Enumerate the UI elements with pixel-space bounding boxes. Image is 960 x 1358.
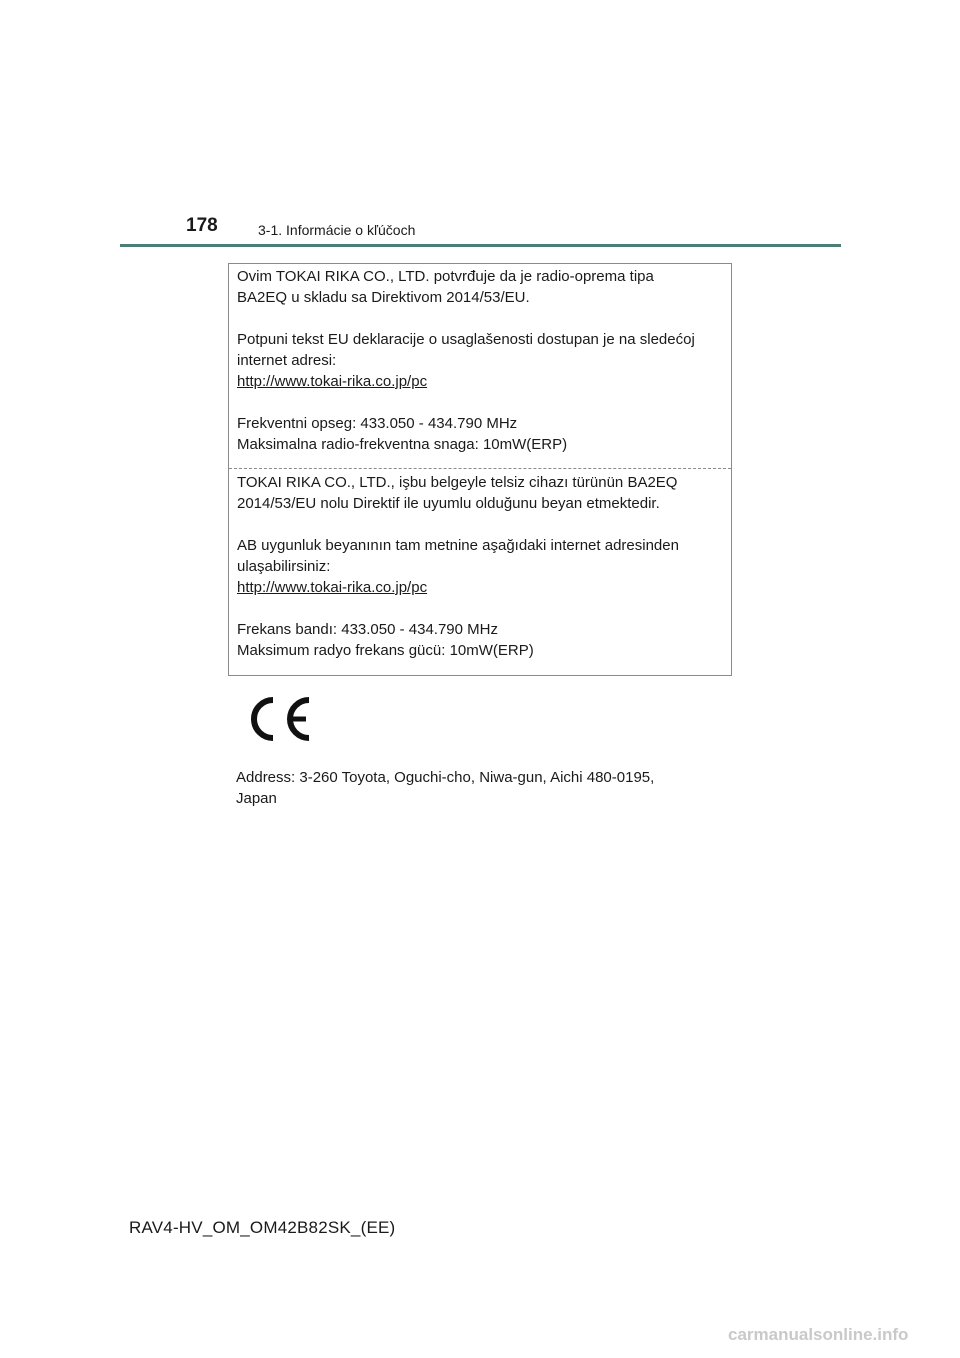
serbian-line-1: Ovim TOKAI RIKA CO., LTD. potvrđuje da je radio-oprema tipa <box>237 268 654 285</box>
watermark: carmanualsonline.info <box>728 1325 909 1344</box>
section-divider <box>229 468 731 469</box>
turkish-link[interactable]: http://www.tokai-rika.co.jp/pc <box>237 579 428 596</box>
serbian-line-2: BA2EQ u skladu sa Direktivom 2014/53/EU. <box>237 289 530 306</box>
serbian-line-5: Frekventni opseg: 433.050 - 434.790 MHz <box>237 415 518 432</box>
turkish-line-5: Frekans bandı: 433.050 - 434.790 MHz <box>237 621 498 638</box>
manufacturer-address <box>236 767 654 809</box>
ce-mark-icon <box>248 695 312 743</box>
manual-code: RAV4-HV_OM_OM42B82SK_(EE) <box>129 1218 396 1237</box>
serbian-line-4: internet adresi: <box>237 352 337 369</box>
turkish-declaration <box>237 472 725 661</box>
turkish-line-4: ulaşabilirsiniz: <box>237 558 331 575</box>
serbian-link[interactable]: http://www.tokai-rika.co.jp/pc <box>237 373 428 390</box>
turkish-line-2: 2014/53/EU nolu Direktif ile uyumlu olduğunu beyan etmektedir. <box>237 495 660 512</box>
address-line-1: Address: 3-260 Toyota, Oguchi-cho, Niwa-gun, Aichi 480-0195, <box>236 769 655 786</box>
turkish-line-6: Maksimum radyo frekans gücü: 10mW(ERP) <box>237 642 534 659</box>
turkish-line-1: TOKAI RIKA CO., LTD., işbu belgeyle telsiz cihazı türünün BA2EQ <box>237 474 678 491</box>
serbian-line-6: Maksimalna radio-frekventna snaga: 10mW(ERP) <box>237 436 568 453</box>
turkish-line-3: AB uygunluk beyanının tam metnine aşağıdaki internet adresinden <box>237 537 679 554</box>
serbian-line-3: Potpuni tekst EU deklaracije o usaglašenosti dostupan je na sledećoj <box>237 331 695 348</box>
section-title: 3-1. Informácie o kľúčoch <box>258 222 416 238</box>
page-number: 178 <box>186 215 218 236</box>
address-line-2: Japan <box>236 790 277 807</box>
serbian-declaration <box>237 266 725 455</box>
header-rule <box>120 244 841 247</box>
declaration-box <box>228 263 732 676</box>
